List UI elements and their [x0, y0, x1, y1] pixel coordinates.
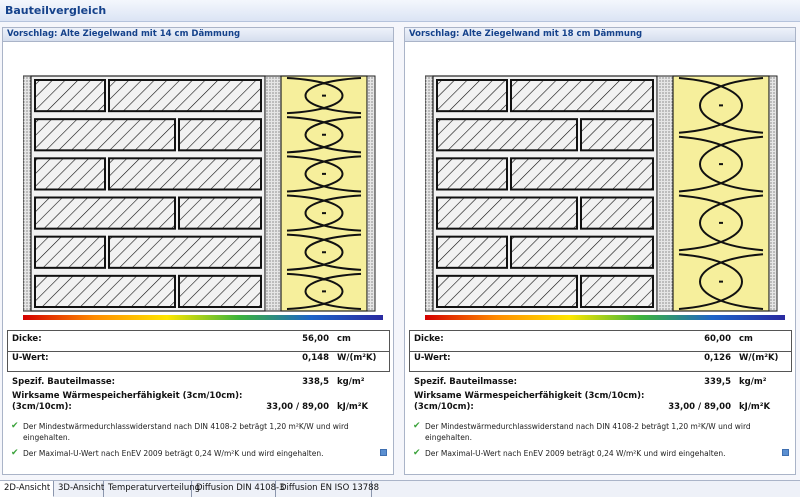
plaster-layer: [23, 76, 31, 311]
tab-diffusion-en-iso[interactable]: Diffusion EN ISO 13788: [276, 481, 372, 497]
temperature-gradient-bar: [425, 315, 785, 320]
render-layer: [367, 76, 375, 311]
divider: [8, 351, 389, 352]
speicher-label: Wirksame Wärmespeicherfähigkeit (3cm/10cm):: [12, 391, 243, 401]
brick: [511, 80, 653, 111]
message-enev: ✔ Der Maximal-U-Wert nach EnEV 2009 beträgt 0,24 W/m²K und wird eingehalten.: [11, 448, 324, 458]
masse-value: 338,5: [302, 377, 329, 387]
message-din: ✔ Der Mindestwärmedurchlasswiderstand nach DIN 4108-2 beträgt 1,20 m²K/W und wird eingehalten.: [11, 421, 349, 442]
masse-unit: kg/m²: [739, 377, 767, 387]
thickness-uvalue-box: [409, 330, 792, 372]
tab-3d-ansicht[interactable]: 3D-Ansicht: [54, 481, 104, 497]
brick: [35, 237, 105, 268]
plaster-layer: [425, 76, 433, 311]
brick: [109, 237, 261, 268]
brick: [109, 158, 261, 189]
masse-unit: kg/m²: [337, 377, 365, 387]
panel-header: [405, 28, 795, 42]
brick: [581, 198, 653, 229]
dicke-unit: cm: [739, 334, 753, 344]
speicher-sublabel: (3cm/10cm):: [414, 402, 474, 412]
wall-drawing: [23, 71, 383, 349]
temperature-gradient-bar: [23, 315, 383, 320]
wall-drawing: [425, 71, 785, 349]
brick: [437, 119, 577, 150]
brick: [437, 158, 507, 189]
brick: [437, 276, 577, 307]
brick: [35, 80, 105, 111]
tab-2d-ansicht[interactable]: 2D-Ansicht: [0, 481, 54, 497]
brick: [179, 119, 261, 150]
brick: [35, 198, 175, 229]
brick: [437, 237, 507, 268]
brick: [437, 80, 507, 111]
speicher-unit: kJ/m²K: [337, 402, 369, 412]
comparison-panel-right: [404, 27, 796, 475]
check-icon: ✔: [11, 448, 19, 458]
view-tabs: [0, 480, 800, 497]
brick: [511, 237, 653, 268]
uwert-unit: W/(m²K): [337, 353, 377, 363]
info-square-icon[interactable]: [380, 449, 387, 456]
uwert-value: 0,148: [302, 353, 329, 363]
brick: [109, 80, 261, 111]
wall-cross-section-svg: [23, 71, 383, 349]
dicke-value: 60,00: [704, 334, 731, 344]
panel-title: Vorschlag: Alte Ziegelwand mit 14 cm Dämmung: [7, 29, 241, 39]
comparison-panel-left: [2, 27, 394, 475]
insulation-layer: [281, 76, 367, 311]
brick: [35, 119, 175, 150]
message-enev: ✔ Der Maximal-U-Wert nach EnEV 2009 beträgt 0,24 W/m²K und wird eingehalten.: [413, 448, 726, 458]
tab-diffusion-din[interactable]: Diffusion DIN 4108-3: [192, 481, 276, 497]
brick: [179, 276, 261, 307]
masse-label: Spezif. Bauteilmasse:: [414, 377, 518, 387]
info-square-icon[interactable]: [782, 449, 789, 456]
uwert-label: U-Wert:: [12, 353, 49, 363]
insulation-layer: [673, 76, 769, 311]
dicke-unit: cm: [337, 334, 351, 344]
render-layer: [769, 76, 777, 311]
adhesive-layer: [265, 76, 281, 311]
brick: [179, 198, 261, 229]
uwert-unit: W/(m²K): [739, 353, 779, 363]
masse-value: 339,5: [704, 377, 731, 387]
check-icon: ✔: [413, 448, 421, 458]
speicher-unit: kJ/m²K: [739, 402, 771, 412]
dicke-label: Dicke:: [12, 334, 42, 344]
brick: [437, 198, 577, 229]
brick: [35, 276, 175, 307]
window-title: Bauteilvergleich: [5, 4, 107, 17]
uwert-label: U-Wert:: [414, 353, 451, 363]
wall-cross-section-svg: [425, 71, 785, 349]
speicher-label: Wirksame Wärmespeicherfähigkeit (3cm/10cm):: [414, 391, 645, 401]
message-din: ✔ Der Mindestwärmedurchlasswiderstand nach DIN 4108-2 beträgt 1,20 m²K/W und wird eingehalten.: [413, 421, 751, 442]
check-icon: ✔: [413, 421, 421, 431]
panel-header: [3, 28, 393, 42]
divider: [410, 351, 791, 352]
check-icon: ✔: [11, 421, 19, 431]
dicke-value: 56,00: [302, 334, 329, 344]
masse-label: Spezif. Bauteilmasse:: [12, 377, 116, 387]
panel-title: Vorschlag: Alte Ziegelwand mit 18 cm Dämmung: [409, 29, 643, 39]
brick: [581, 119, 653, 150]
brick: [511, 158, 653, 189]
speicher-value: 33,00 / 89,00: [668, 402, 731, 412]
tab-temperaturverteilung[interactable]: Temperaturverteilung: [104, 481, 192, 497]
uwert-value: 0,126: [704, 353, 731, 363]
speicher-value: 33,00 / 89,00: [266, 402, 329, 412]
adhesive-layer: [657, 76, 673, 311]
thickness-uvalue-box: [7, 330, 390, 372]
brick: [35, 158, 105, 189]
dicke-label: Dicke:: [414, 334, 444, 344]
brick: [581, 276, 653, 307]
title-bar: [0, 0, 800, 22]
speicher-sublabel: (3cm/10cm):: [12, 402, 72, 412]
